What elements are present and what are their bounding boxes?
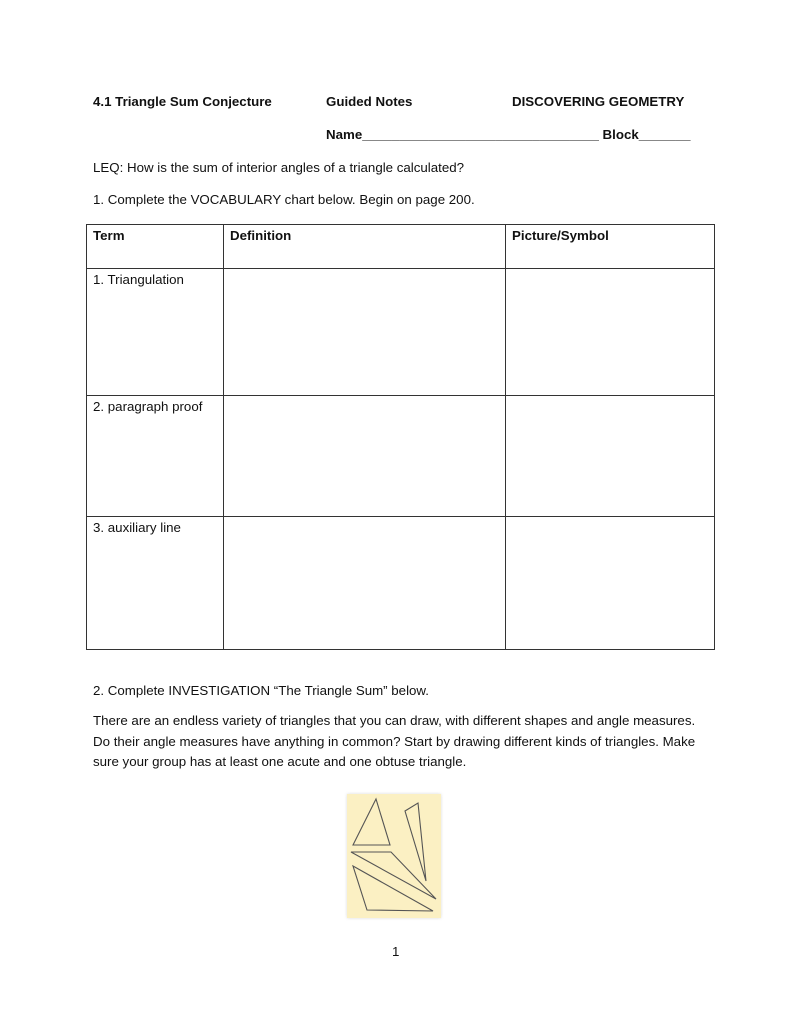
table-row xyxy=(87,517,715,650)
term-cell: 3. auxiliary line xyxy=(87,517,224,650)
definition-cell[interactable] xyxy=(224,396,506,517)
triangles-illustration-icon xyxy=(347,794,441,918)
table-row xyxy=(87,396,715,517)
term-cell: 1. Triangulation xyxy=(87,269,224,396)
section-title: 4.1 Triangle Sum Conjecture xyxy=(93,94,272,109)
table-header-row xyxy=(87,225,715,269)
vocabulary-table xyxy=(86,224,715,650)
definition-cell[interactable] xyxy=(224,517,506,650)
leq-question: LEQ: How is the sum of interior angles of a triangle calculated? xyxy=(93,160,465,175)
notes-label: Guided Notes xyxy=(326,94,413,109)
picture-cell[interactable] xyxy=(506,269,715,396)
header-term: Term xyxy=(87,225,224,269)
page-number: 1 xyxy=(392,944,400,959)
picture-cell[interactable] xyxy=(506,517,715,650)
header-definition: Definition xyxy=(224,225,506,269)
table-row xyxy=(87,269,715,396)
picture-cell[interactable] xyxy=(506,396,715,517)
step-1-instruction: 1. Complete the VOCABULARY chart below. Begin on page 200. xyxy=(93,192,475,207)
definition-cell[interactable] xyxy=(224,269,506,396)
book-title: DISCOVERING GEOMETRY xyxy=(512,94,685,109)
step-2-instruction: 2. Complete INVESTIGATION “The Triangle Sum” below. xyxy=(93,683,429,698)
name-block-field[interactable]: Name________________________________ Block_______ xyxy=(326,127,691,142)
header-picture-symbol: Picture/Symbol xyxy=(506,225,715,269)
term-cell: 2. paragraph proof xyxy=(87,396,224,517)
investigation-paragraph: There are an endless variety of triangles that you can draw, with different shapes and angle measures. Do their angle measures have anything in common? Start by drawing different kinds of triangles. Make sure your group has at least one acute and one obtuse triangle. xyxy=(93,713,696,769)
